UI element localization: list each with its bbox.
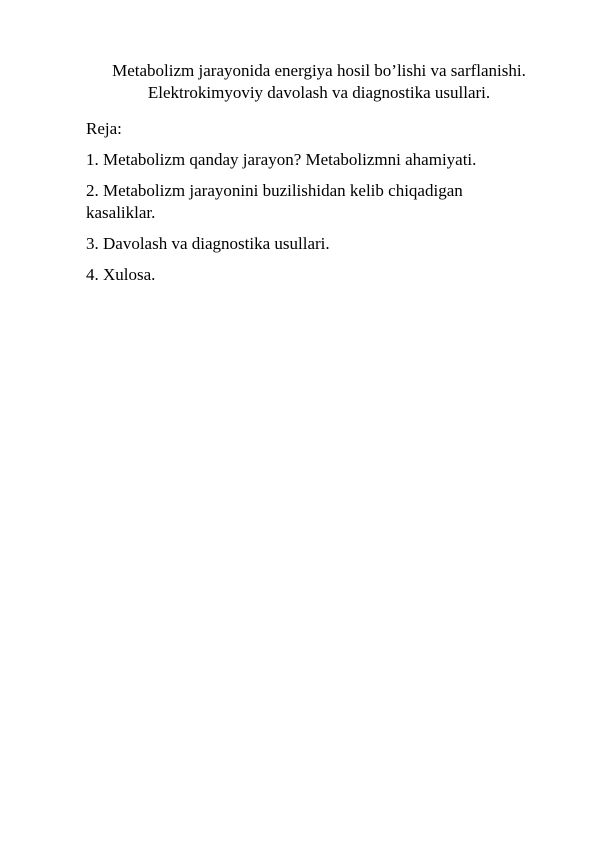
title-line-1: Metabolizm jarayonida energiya hosil bo’lishi va sarflanishi. bbox=[112, 61, 526, 80]
plan-item-4: 4. Xulosa. bbox=[86, 265, 156, 284]
plan-item-2-line-2: kasaliklar. bbox=[86, 203, 156, 222]
plan-label: Reja: bbox=[86, 119, 122, 138]
plan-item-2-line-1: 2. Metabolizm jarayonini buzilishidan kelib chiqadigan bbox=[86, 181, 463, 200]
document-body bbox=[86, 118, 526, 295]
plan-item-2 bbox=[86, 180, 526, 224]
plan-item-3: 3. Davolash va diagnostika usullari. bbox=[86, 234, 330, 253]
plan-item-1: 1. Metabolizm qanday jarayon? Metabolizmni ahamiyati. bbox=[86, 150, 477, 169]
title-line-2: Elektrokimyoviy davolash va diagnostika usullari. bbox=[147, 83, 491, 102]
document-title bbox=[86, 60, 552, 104]
